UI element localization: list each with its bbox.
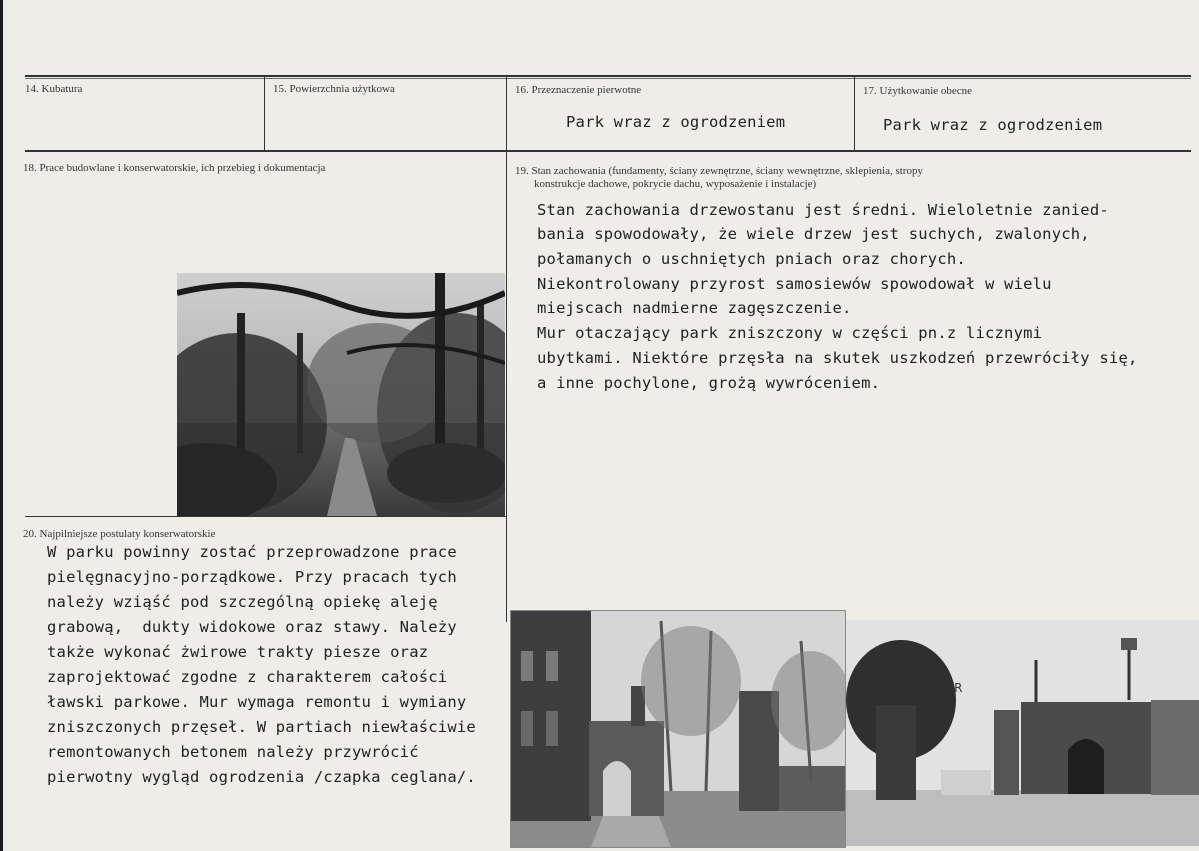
field-20-label: 20. Najpilniejsze postulaty konserwatorskie bbox=[23, 528, 216, 540]
row-rule bbox=[25, 150, 1191, 152]
header-rule-2 bbox=[25, 78, 1191, 79]
text-line: także wykonać żwirowe trakty piesze oraz bbox=[47, 643, 429, 661]
cell-divider bbox=[506, 76, 507, 150]
text-line: a inne pochylone, grożą wywróceniem. bbox=[537, 374, 881, 392]
text-line: pielęgnacyjno-porządkowe. Przy pracach tych bbox=[47, 568, 457, 586]
text-line: pierwotny wygląd ogrodzenia /czapka ceglana/. bbox=[47, 768, 476, 786]
header-rule bbox=[25, 75, 1191, 77]
text-line: bania spowodowały, że wiele drzew jest suchych, zwalonych, bbox=[537, 225, 1090, 243]
field-16-label: 16. Przeznaczenie pierwotne bbox=[515, 84, 642, 96]
field-14-label: 14. Kubatura bbox=[25, 83, 83, 95]
text-line: Niekontrolowany przyrost samosiewów spowodował w wielu bbox=[537, 275, 1052, 293]
text-line: Stan zachowania drzewostanu jest średni. Wieloletnie zanied- bbox=[537, 201, 1109, 219]
gate-with-building-photo bbox=[510, 610, 846, 848]
column-divider bbox=[506, 152, 507, 622]
text-line: należy wziąść pod szczególną opiekę aleję bbox=[47, 593, 438, 611]
field-17-value: Park wraz z ogrodzeniem bbox=[883, 116, 1103, 134]
field-19-label-1: 19. Stan zachowania (fundamenty, ściany zewnętrzne, ściany wewnętrzne, sklepienia, stropy bbox=[515, 165, 923, 177]
text-line: miejscach nadmierne zagęszczenie. bbox=[537, 299, 852, 317]
text-line: zaprojektować zgodne z charakterem całości bbox=[47, 668, 448, 686]
field-17-label: 17. Użytkowanie obecne bbox=[863, 85, 973, 97]
text-line: grabową, dukty widokowe oraz stawy. Należy bbox=[47, 618, 457, 636]
field-19-label-2: konstrukcje dachowe, pokrycie dachu, wyposażenie i instalacje) bbox=[534, 178, 817, 190]
field-18-label: 18. Prace budowlane i konserwatorskie, ich przebieg i dokumentacja bbox=[23, 162, 326, 174]
text-line: Mur otaczający park zniszczony w części pn.z licznymi bbox=[537, 324, 1043, 342]
text-line: W parku powinny zostać przeprowadzone prace bbox=[47, 543, 457, 561]
cell-divider bbox=[854, 76, 855, 150]
field-15-label: 15. Powierzchnia użytkowa bbox=[273, 83, 395, 95]
text-line: zniszczonych przęseł. W partiach niewłaściwie bbox=[47, 718, 476, 736]
entrance-gate-photo bbox=[846, 620, 1199, 846]
text-line: remontowanych betonem należy przywrócić bbox=[47, 743, 419, 761]
text-line: ławski parkowe. Mur wymaga remontu i wymiany bbox=[47, 693, 467, 711]
field-16-value: Park wraz z ogrodzeniem bbox=[566, 113, 786, 131]
svg-text:G R: G R bbox=[941, 681, 963, 695]
text-line: ubytkami. Niektóre przęsła na skutek uszkodzeń przewróciły się, bbox=[537, 349, 1138, 367]
cell-divider bbox=[264, 76, 265, 150]
park-alley-photo bbox=[177, 273, 505, 516]
row-rule bbox=[25, 516, 506, 517]
text-line: połamanych o uschniętych pniach oraz chorych. bbox=[537, 250, 966, 268]
